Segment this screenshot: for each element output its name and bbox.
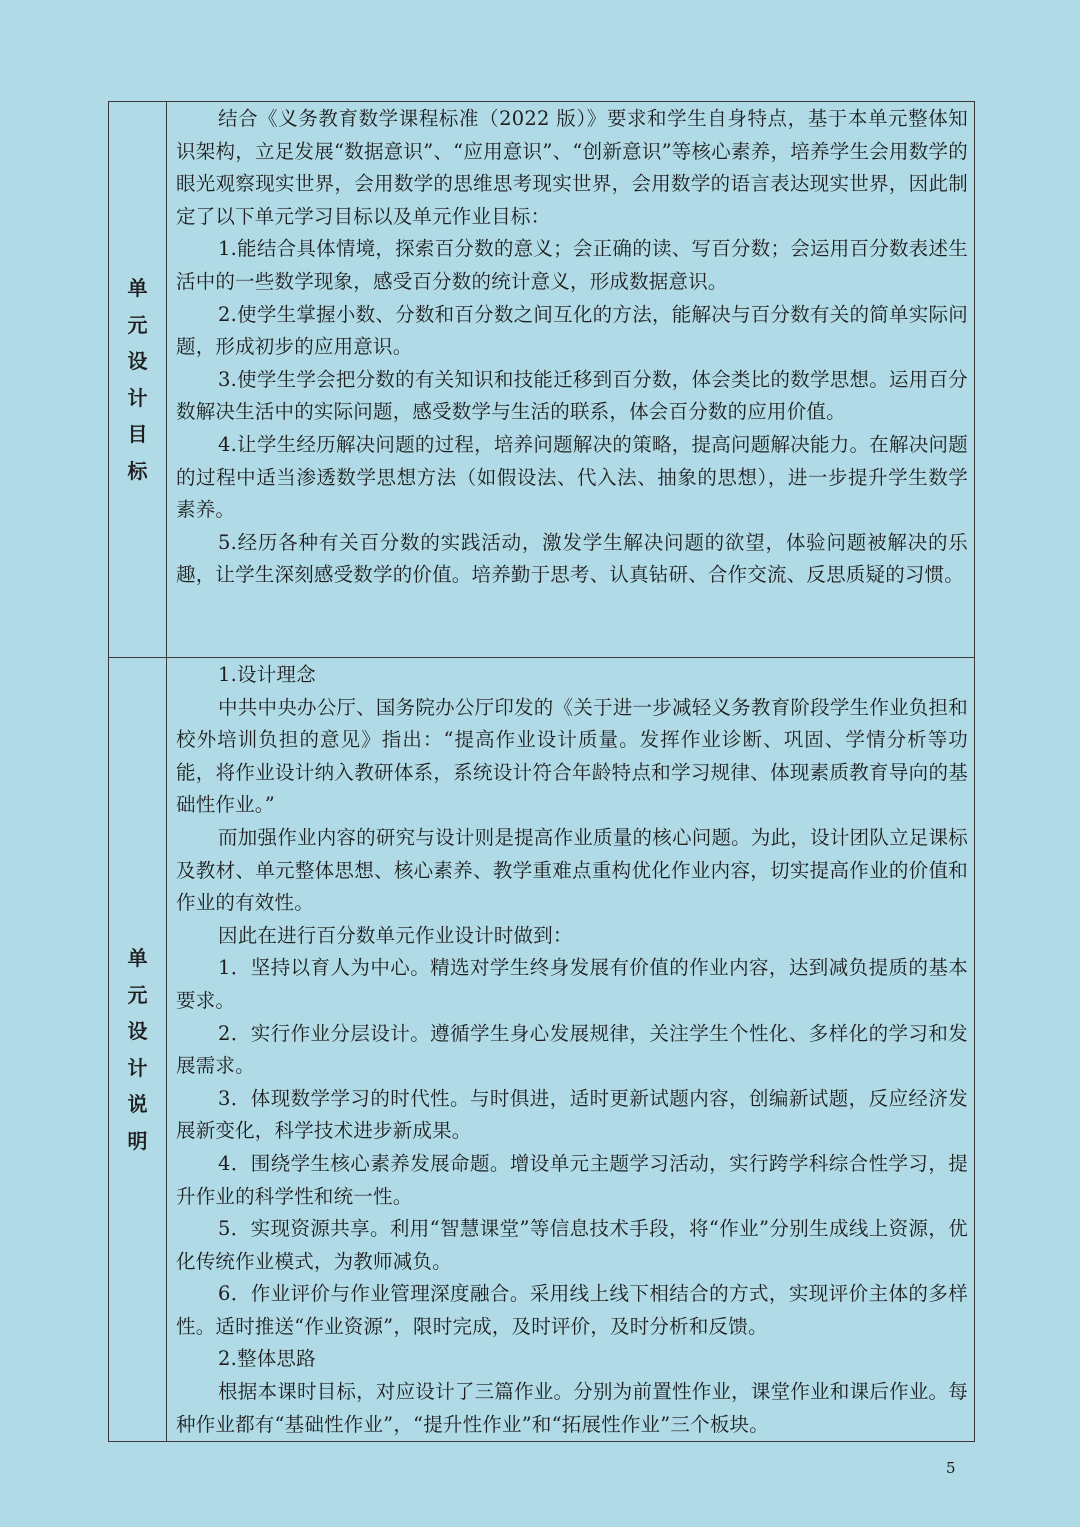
notes-heading: 2.整体思路 (218, 1347, 316, 1371)
notes-paragraph: 中共中央办公厅、国务院办公厅印发的《关于进一步减轻义务教育阶段学生作业负担和校外培训负担的意见》指出：“提高作业设计质量。发挥作业诊断、巩固、学情分析等功能，将作业设计纳入教研体系，系统设计符合年龄特点和学习规律、体现素质教育导向的基础性作业。” (176, 695, 968, 817)
notes-paragraph: 而加强作业内容的研究与设计则是提高作业质量的核心问题。为此，设计团队立足课标及教材、单元整体思想、核心素养、教学重难点重构优化作业内容，切实提高作业的价值和作业的有效性。 (176, 825, 968, 915)
notes-paragraph: 3．体现数学学习的时代性。与时俱进，适时更新试题内容，创编新试题，反应经济发展新变化，科学技术进步新成果。 (176, 1086, 968, 1143)
notes-paragraph: 2．实行作业分层设计。遵循学生身心发展规律，关注学生个性化、多样化的学习和发展需求。 (176, 1021, 968, 1078)
goals-paragraph: 5.经历各种有关百分数的实践活动，激发学生解决问题的欲望，体验问题被解决的乐趣，让学生深刻感受数学的价值。培养勤于思考、认真钻研、合作交流、反思质疑的习惯。 (176, 530, 968, 587)
design-table (108, 101, 975, 1442)
goals-label-cell (109, 102, 167, 658)
page-number: 5 (946, 1459, 956, 1477)
notes-paragraph: 1．坚持以育人为中心。精选对学生终身发展有价值的作业内容，达到减负提质的基本要求。 (176, 956, 968, 1012)
goals-paragraph: 2.使学生掌握小数、分数和百分数之间互化的方法，能解决与百分数有关的简单实际问题，形成初步的应用意识。 (176, 302, 968, 359)
goals-paragraph: 4.让学生经历解决问题的过程，培养问题解决的策略，提高问题解决能力。在解决问题的过程中适当渗透数学思想方法（如假设法、代入法、抽象的思想），进一步提升学生数学素养。 (176, 432, 968, 522)
notes-row (109, 658, 975, 1442)
notes-paragraph: 4．围绕学生核心素养发展命题。增设单元主题学习活动，实行跨学科综合性学习，提升作业的科学性和统一性。 (176, 1151, 968, 1208)
goals-content (167, 102, 975, 658)
notes-paragraph: 6．作业评价与作业管理深度融合。采用线上线下相结合的方式，实现评价主体的多样性。适时推送“作业资源”，限时完成，及时评价，及时分析和反馈。 (176, 1282, 968, 1338)
notes-label-cell (109, 658, 167, 1442)
goals-paragraph: 结合《义务教育数学课程标准（2022 版）》要求和学生自身特点，基于本单元整体知识架构，立足发展“数据意识”、“应用意识”、“创新意识”等核心素养，培养学生会用数学的眼光观察现实世界，会用数学的思维思考现实世界，会用数学的语言表达现实世界，因此制定了以下单元学习目标以及单元作业目标： (176, 107, 968, 228)
goals-row (109, 102, 975, 658)
notes-label: 单元设计说明 (127, 946, 148, 1153)
notes-paragraph: 5．实现资源共享。利用“智慧课堂”等信息技术手段，将“作业”分别生成线上资源，优化传统作业模式，为教师减负。 (176, 1217, 968, 1273)
notes-paragraph: 根据本课时目标，对应设计了三篇作业。分别为前置性作业，课堂作业和课后作业。每种作业都有“基础性作业”，“提升性作业”和“拓展性作业”三个板块。 (176, 1380, 968, 1436)
notes-heading: 1.设计理念 (218, 663, 316, 686)
goals-paragraph: 3.使学生学会把分数的有关知识和技能迁移到百分数，体会类比的数学思想。运用百分数解决生活中的实际问题，感受数学与生活的联系，体会百分数的应用价值。 (176, 367, 968, 424)
goals-paragraph: 1.能结合具体情境，探索百分数的意义；会正确的读、写百分数；会运用百分数表述生活中的一些数学现象，感受百分数的统计意义，形成数据意识。 (176, 237, 968, 293)
notes-paragraph: 因此在进行百分数单元作业设计时做到： (218, 923, 573, 947)
goals-label: 单元设计目标 (127, 276, 148, 483)
notes-content (167, 658, 975, 1442)
